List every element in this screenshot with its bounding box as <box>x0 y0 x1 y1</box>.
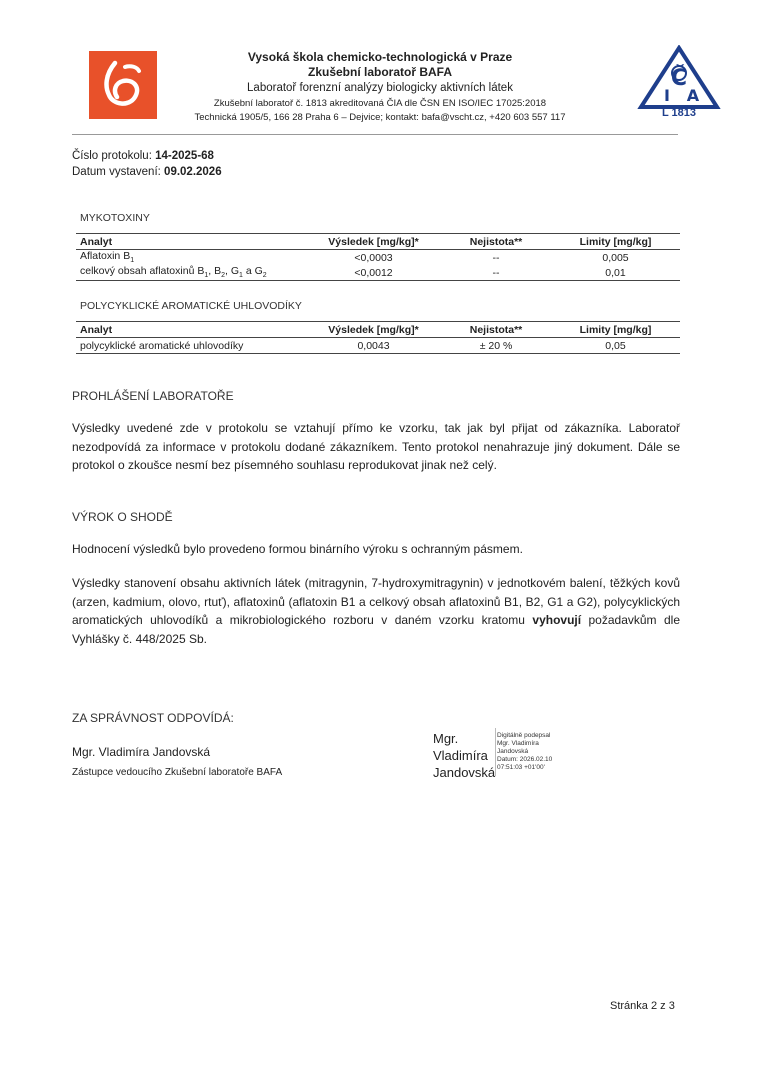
lab-name: Zkušební laboratoř BAFA <box>307 65 453 79</box>
column-header: Analyt <box>76 322 306 338</box>
protocol-number <box>72 150 214 162</box>
statement-title: VÝROK O SHODĚ <box>72 510 173 524</box>
mycotoxins-title: MYKOTOXINY <box>80 212 150 224</box>
issue-date <box>72 166 222 178</box>
uncertainty-cell: -- <box>441 265 551 281</box>
uncertainty-cell: -- <box>492 251 500 264</box>
result-cell: <0,0003 <box>354 251 393 264</box>
badge-label: L 1813 <box>661 107 697 119</box>
signature-details: Digitálně podepsal Mgr. Vladimíra Jandovská Datum: 2026.02.10 07:51:03 +01'00' <box>497 732 553 771</box>
analyte-cell: celkový obsah aflatoxinů $B_1$, $B_2$, $G_1$ a $G_2$ <box>76 265 306 281</box>
responsible-role: Zástupce vedoucího Zkušební laboratoře BAFA <box>72 767 283 778</box>
responsible-name: Mgr. Vladimíra Jandovská <box>72 745 211 759</box>
limit-cell: 0,05 <box>551 338 680 354</box>
analyte-cell: Aflatoxin $B_1$ <box>80 250 135 265</box>
table-row <box>76 250 680 266</box>
table-row <box>76 338 680 354</box>
limit-cell: 0,005 <box>602 251 629 264</box>
statement-text-1: Hodnocení výsledků bylo provedeno formou binárního výroku s ochranným pásmem. <box>72 542 523 556</box>
declaration-title: PROHLÁŠENÍ LABORATOŘE <box>72 389 234 403</box>
date-value: 09.02.2026 <box>164 166 222 178</box>
column-header: Analyt <box>76 234 306 250</box>
mycotoxins-table <box>76 233 680 281</box>
institution-name: Vysoká škola chemicko-technologická v Praze <box>247 50 513 64</box>
statement-text-2: Výsledky stanovení obsahu aktivních látek (mitragynin, 7-hydroxymitragynin) v jednotkovém balení, těžkých kovů (arzen, kadmium, olovo, rtuť), aflatoxinů (aflatoxin B1 a celkový obsah aflatoxinů B1, B2, G1 a G2), polycyklických aromatických uhlovodíků a mikrobiologického rozboru v daném vzorku kratomu vyhovují požadavkům dle Vyhlášky č. 448/2025 Sb. <box>72 576 680 646</box>
pah-table <box>76 321 680 354</box>
analyte-cell: polycyklické aromatické uhlovodíky <box>76 338 306 354</box>
pah-title: POLYCYKLICKÉ AROMATICKÉ UHLOVODÍKY <box>80 300 302 312</box>
svg-text:I: I <box>664 86 670 105</box>
column-header: Výsledek [mg/kg]* <box>306 322 441 338</box>
contact-line: Technická 1905/5, 166 28 Praha 6 – Dejvice; kontakt: bafa@vscht.cz, +420 603 557 117 <box>194 112 566 123</box>
table-header-row <box>76 234 680 250</box>
limit-cell: 0,01 <box>551 265 680 281</box>
column-header: Limity [mg/kg] <box>551 322 680 338</box>
protocol-label: Číslo protokolu: <box>72 150 152 162</box>
accreditation-badge <box>637 45 721 123</box>
signature-name: Mgr. Vladimíra Jandovská <box>433 731 496 780</box>
column-header: Výsledek [mg/kg]* <box>306 234 441 250</box>
uncertainty-cell: ± 20 % <box>441 338 551 354</box>
flask-drop-icon <box>89 51 157 119</box>
declaration-text: Výsledky uvedené zde v protokolu se vztahují přímo ke vzorku, tak jak byl přijat od zákazníka. Laboratoř nezodpovídá za informace v protokolu dodané zákazníkem. Tento protokol nenahrazuje jiný dokument. Dále se protokol o zkoušce nesmí bez písemného souhlasu reprodukovat jinak než celý. <box>72 421 680 472</box>
result-cell: <0,0012 <box>306 265 441 281</box>
signature-divider <box>495 728 496 776</box>
svg-text:A: A <box>686 86 700 105</box>
responsible-title: ZA SPRÁVNOST ODPOVÍDÁ: <box>72 711 234 725</box>
table-row <box>76 265 680 281</box>
lab-subtitle: Laboratoř forenzní analýzy biologicky aktivních látek <box>247 82 513 94</box>
column-header: Limity [mg/kg] <box>551 234 680 250</box>
school-logo <box>89 51 157 119</box>
accreditation-line: Zkušební laboratoř č. 1813 akreditovaná ČIA dle ČSN EN ISO/IEC 17025:2018 <box>213 98 547 109</box>
column-header: Nejistota** <box>441 234 551 250</box>
svg-text:Č: Č <box>670 66 688 91</box>
column-header: Nejistota** <box>441 322 551 338</box>
page-number: Stránka 2 z 3 <box>610 1000 675 1012</box>
result-cell: 0,0043 <box>306 338 441 354</box>
conformity-verdict: vyhovují <box>532 613 582 627</box>
lab-header <box>160 50 600 125</box>
protocol-value: 14-2025-68 <box>155 150 214 162</box>
table-header-row <box>76 322 680 338</box>
header-divider <box>72 134 678 135</box>
date-label: Datum vystavení: <box>72 166 161 178</box>
